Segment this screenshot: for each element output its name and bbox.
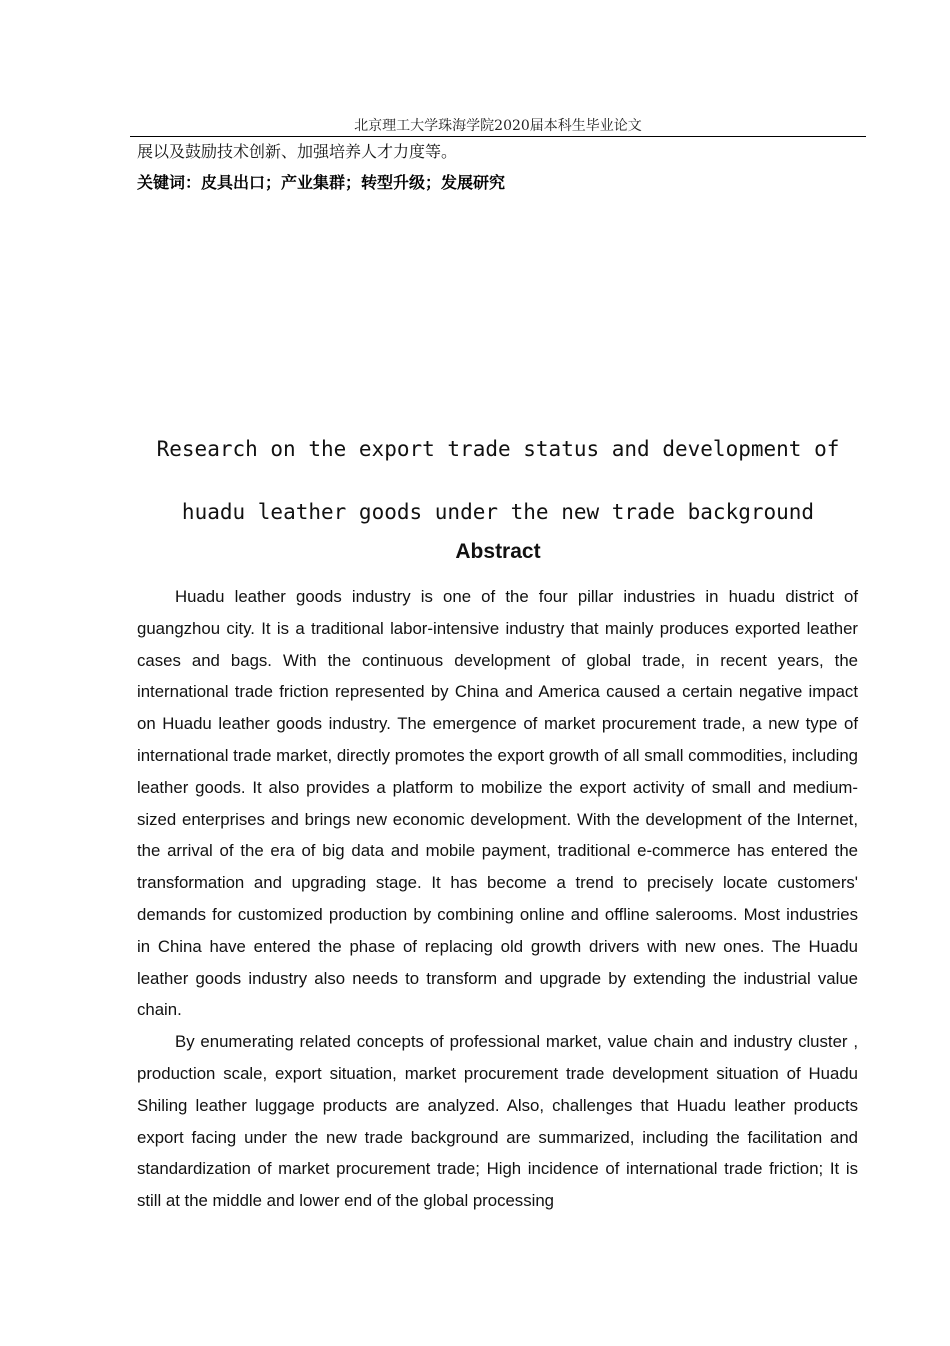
header-divider — [130, 136, 866, 137]
abstract-paragraph: By enumerating related concepts of professional market, value chain and industry cluster , production scale, export situation, market procurement trade development situation of Huadu Shiling leather luggage products are analyzed. Also, challenges that Huadu leather products export facing under the new trade background are summarized, including the facilitation and standardization of market procurement trade; High incidence of international trade friction; It is still at the middle and lower end of the global processing — [137, 1032, 858, 1211]
abstract-body — [137, 581, 858, 1217]
english-title: Research on the export trade status and development of huadu leather goods under the new trade background — [156, 437, 840, 524]
abstract-paragraph: Huadu leather goods industry is one of the four pillar industries in huadu district of guangzhou city. It is a traditional labor-intensive industry that mainly produces exported leather cases and bags. With the continuous development of global trade, in recent years, the international trade friction represented by China and America caused a certain negative impact on Huadu leather goods industry. The emergence of market procurement trade, a new type of international trade market, directly promotes the export growth of all small commodities, including leather goods. It also provides a platform to mobilize the export activity of small and medium-sized enterprises and brings new economic development. With the development of the Internet, the arrival of the era of big data and mobile payment, traditional e-commerce has entered the transformation and upgrading stage. It has become a trend to precisely locate customers' demands for customized production by combining online and offline salerooms. Most industries in China have entered the phase of replacing old growth drivers with new ones. The Huadu leather goods industry also needs to transform and upgrade by extending the industrial value chain. — [137, 587, 858, 1020]
chinese-keywords: 关键词：皮具出口；产业集群；转型升级；发展研究 — [137, 173, 506, 192]
abstract-heading: Abstract — [455, 540, 541, 563]
chinese-abstract-continuation: 展以及鼓励技术创新、加强培养人才力度等。 — [137, 142, 458, 161]
running-header: 北京理工大学珠海学院2020届本科生毕业论文 — [354, 118, 642, 134]
